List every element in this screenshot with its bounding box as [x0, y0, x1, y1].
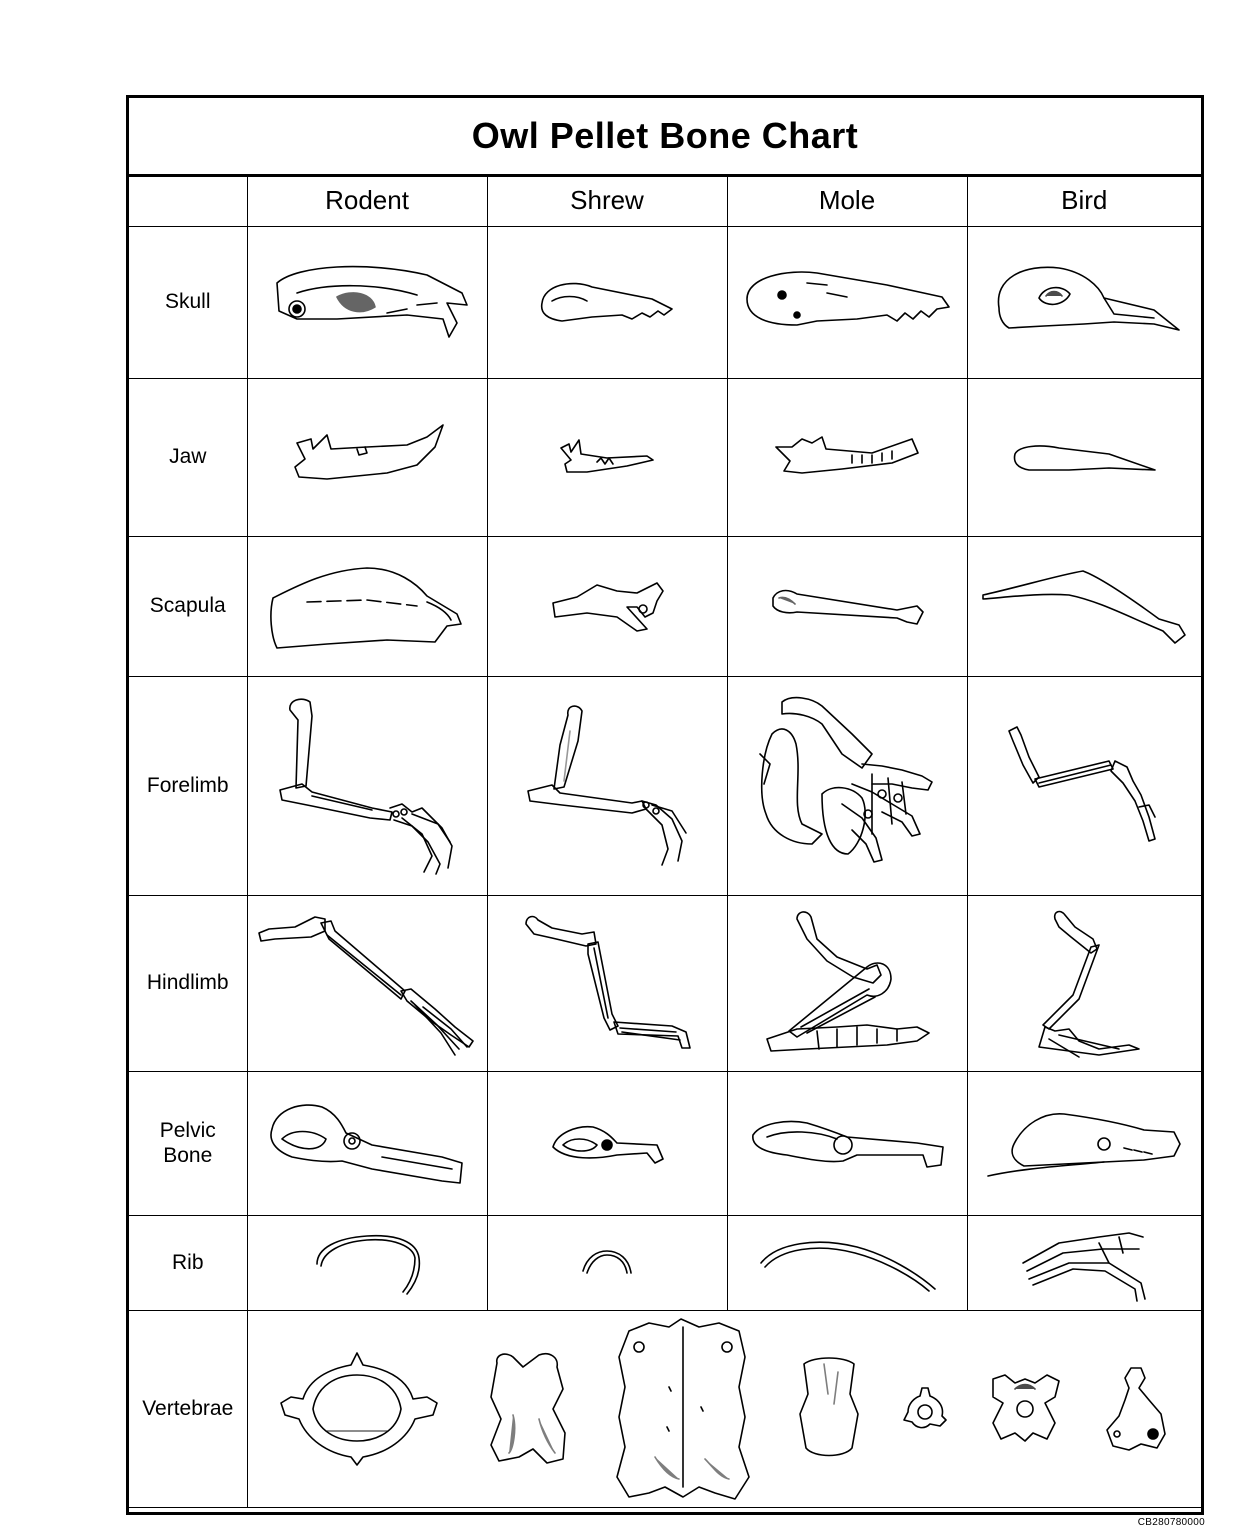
row-label-vertebrae: Vertebrae	[129, 1311, 247, 1508]
cell-mole-jaw	[727, 379, 967, 537]
column-header-row	[129, 174, 1201, 227]
row-label-hindlimb: Hindlimb	[129, 896, 247, 1072]
chart-title: Owl Pellet Bone Chart	[471, 115, 859, 156]
bird-skull-drawing	[984, 258, 1184, 348]
cell-rodent-scapula	[247, 537, 487, 677]
catalog-code: CB280780000	[1137, 1517, 1205, 1528]
row-vertebrae	[129, 1311, 1201, 1508]
cell-shrew-skull	[487, 227, 727, 379]
vertebra-small-drawing	[900, 1384, 950, 1434]
vertebra-mole-drawing	[794, 1354, 864, 1464]
column-header-mole: Mole	[727, 174, 967, 227]
mole-skull-drawing	[737, 263, 957, 343]
column-header-rodent: Rodent	[247, 174, 487, 227]
row-jaw	[129, 379, 1201, 537]
cell-bird-skull	[967, 227, 1201, 379]
rodent-jaw-drawing	[287, 423, 447, 493]
bone-chart-sheet	[126, 95, 1204, 1515]
row-scapula	[129, 537, 1201, 677]
row-label-pelvic-bone	[129, 1072, 247, 1216]
corner-cell	[129, 174, 247, 227]
shrew-scapula-drawing	[547, 577, 667, 637]
row-label-pelvic-line1: Pelvic	[159, 1119, 216, 1143]
bird-hindlimb-drawing	[1019, 909, 1149, 1059]
shrew-rib-drawing	[577, 1243, 637, 1283]
rodent-rib-drawing	[307, 1228, 427, 1298]
cell-rodent-rib	[247, 1216, 487, 1311]
cell-vertebrae	[247, 1311, 1201, 1508]
bird-scapula-drawing	[979, 567, 1189, 647]
shrew-hindlimb-drawing	[522, 914, 692, 1054]
vertebra-sacrum-drawing	[609, 1317, 759, 1502]
rodent-scapula-drawing	[267, 562, 467, 652]
cell-mole-hindlimb	[727, 896, 967, 1072]
column-header-shrew: Shrew	[487, 174, 727, 227]
vertebra-bird-thoracic-drawing	[1101, 1364, 1171, 1454]
cell-bird-scapula	[967, 537, 1201, 677]
row-label-rib: Rib	[129, 1216, 247, 1311]
cell-bird-rib	[967, 1216, 1201, 1311]
bird-jaw-drawing	[1009, 438, 1159, 478]
mole-forelimb-drawing	[752, 694, 942, 879]
shrew-forelimb-drawing	[522, 701, 692, 871]
mole-jaw-drawing	[772, 433, 922, 483]
row-pelvic-bone	[129, 1072, 1201, 1216]
cell-rodent-forelimb	[247, 677, 487, 896]
row-label-forelimb: Forelimb	[129, 677, 247, 896]
cell-mole-pelvic	[727, 1072, 967, 1216]
row-label-jaw: Jaw	[129, 379, 247, 537]
cell-mole-rib	[727, 1216, 967, 1311]
vertebrae-drawings	[248, 1317, 1202, 1502]
column-header-bird: Bird	[967, 174, 1201, 227]
shrew-pelvic-drawing	[547, 1119, 667, 1169]
cell-shrew-rib	[487, 1216, 727, 1311]
cell-rodent-skull	[247, 227, 487, 379]
row-skull	[129, 227, 1201, 379]
row-hindlimb	[129, 896, 1201, 1072]
mole-pelvic-drawing	[747, 1109, 947, 1179]
cell-rodent-pelvic	[247, 1072, 487, 1216]
cell-bird-hindlimb	[967, 896, 1201, 1072]
mole-rib-drawing	[757, 1233, 937, 1293]
bird-pelvic-drawing	[984, 1104, 1184, 1184]
title-bar	[129, 98, 1201, 177]
cell-shrew-jaw	[487, 379, 727, 537]
cell-mole-scapula	[727, 537, 967, 677]
cell-mole-skull	[727, 227, 967, 379]
cell-shrew-scapula	[487, 537, 727, 677]
row-label-scapula: Scapula	[129, 537, 247, 677]
mole-scapula-drawing	[767, 582, 927, 632]
cell-shrew-hindlimb	[487, 896, 727, 1072]
bird-forelimb-drawing	[999, 721, 1169, 851]
row-forelimb	[129, 677, 1201, 896]
mole-hindlimb-drawing	[757, 909, 937, 1059]
bird-rib-drawing	[1019, 1223, 1149, 1303]
cell-shrew-pelvic	[487, 1072, 727, 1216]
cell-mole-forelimb	[727, 677, 967, 896]
cell-bird-forelimb	[967, 677, 1201, 896]
cell-bird-jaw	[967, 379, 1201, 537]
vertebra-lumbar-drawing	[483, 1349, 573, 1469]
rodent-hindlimb-drawing	[255, 909, 480, 1059]
rodent-pelvic-drawing	[262, 1099, 472, 1189]
rodent-skull-drawing	[257, 253, 477, 353]
row-rib	[129, 1216, 1201, 1311]
cell-bird-pelvic	[967, 1072, 1201, 1216]
row-label-pelvic-line2: Bone	[163, 1143, 213, 1167]
cell-rodent-jaw	[247, 379, 487, 537]
cell-shrew-forelimb	[487, 677, 727, 896]
shrew-jaw-drawing	[557, 438, 657, 478]
bone-chart-table	[129, 174, 1201, 1508]
shrew-skull-drawing	[532, 273, 682, 333]
vertebra-bird-cervical-drawing	[985, 1369, 1065, 1449]
rodent-forelimb-drawing	[272, 696, 462, 876]
vertebra-atlas-drawing	[277, 1349, 447, 1469]
cell-rodent-hindlimb	[247, 896, 487, 1072]
row-label-skull: Skull	[129, 227, 247, 379]
